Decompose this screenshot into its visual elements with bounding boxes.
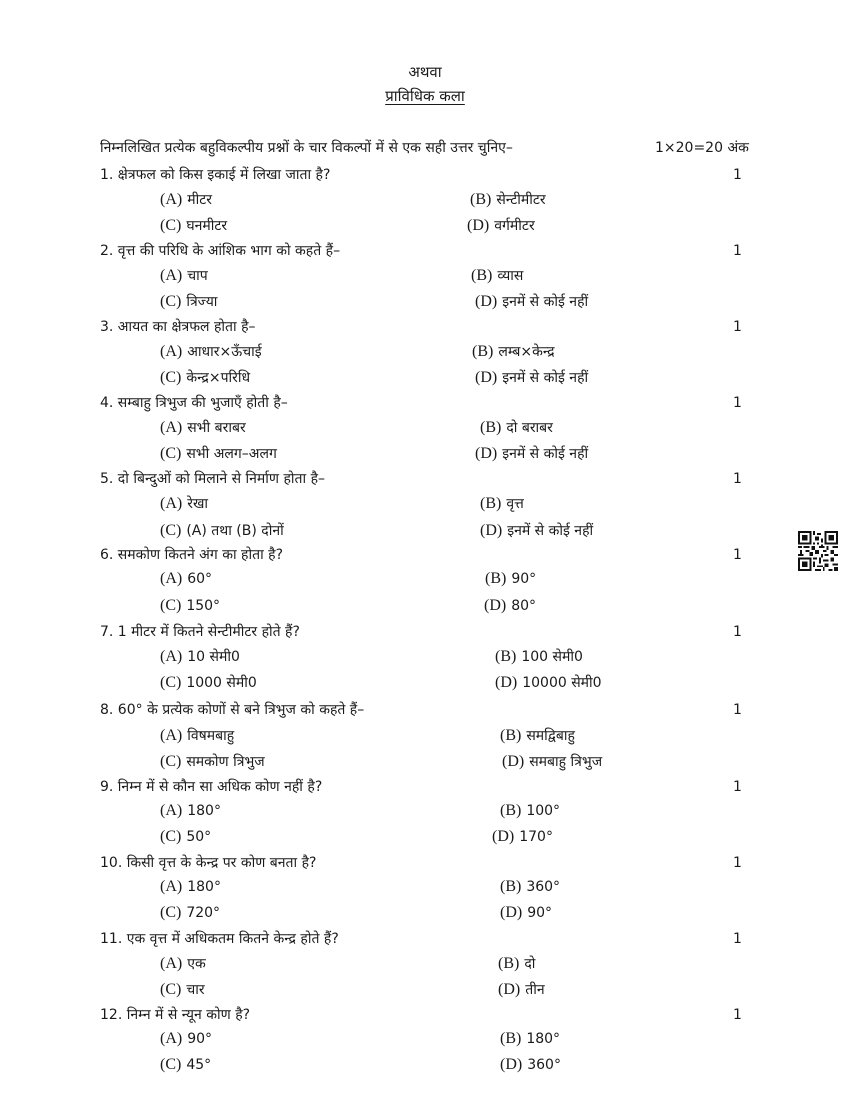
option-label: (A) [160,419,183,436]
question-text: 10. किसी वृत्त के केन्द्र पर कोण बनता है? [100,855,317,871]
question-text: 7. 1 मीटर में कितने सेन्टीमीटर होते हैं? [100,624,300,640]
option-c [160,1056,211,1074]
option-c [160,444,277,463]
option-label: (C) [160,1056,182,1073]
option-text: सभी अलग–अलग [186,446,277,462]
question-marks: 1 [733,243,742,259]
option-label: (A) [160,267,183,284]
option-c [160,980,205,999]
question-marks: 1 [733,319,742,335]
option-d [492,828,553,846]
option-text: दो [524,956,536,972]
option-label: (B) [500,1030,522,1047]
question-marks: 1 [733,1007,742,1023]
option-label: (C) [160,369,182,386]
option-text: वर्गमीटर [494,218,535,234]
option-label: (D) [480,522,503,539]
option-label: (A) [160,648,183,665]
option-a [160,647,240,666]
option-text: 100° [526,803,561,819]
option-label: (A) [160,727,183,744]
option-d [475,292,588,311]
option-c [160,216,227,235]
option-text: चाप [187,268,208,284]
option-text: 10 सेमी0 [187,649,240,665]
option-text: त्रिज्या [186,294,218,310]
question-marks: 1 [733,779,742,795]
option-b [498,954,535,973]
option-text: सभी बराबर [187,420,246,436]
option-label: (B) [472,343,494,360]
option-text: 170° [519,829,553,845]
option-text: समद्विबाहु [526,728,575,744]
question-marks: 1 [733,624,742,640]
option-d [500,904,552,922]
option-d [484,597,536,615]
option-text: 180° [187,879,221,895]
option-text: घनमीटर [186,218,228,234]
option-text: लम्ब×केन्द्र [498,344,555,360]
question-marks: 1 [733,547,742,563]
option-a [160,954,206,973]
option-label: (D) [467,217,490,234]
option-label: (B) [485,570,507,587]
option-a [160,494,208,513]
option-label: (D) [492,828,515,845]
option-label: (B) [470,191,492,208]
option-text: 80° [511,598,537,614]
option-c [160,752,265,771]
question-marks: 1 [733,471,742,487]
question-marks: 1 [733,395,742,411]
question-text: 9. निम्न में से कौन सा अधिक कोण नहीं है? [100,779,323,795]
question-marks: 1 [733,702,742,718]
option-c [160,368,250,387]
option-text: आधार×ऊँचाई [187,344,262,360]
option-text: तीन [525,982,545,998]
question-text: 3. आयत का क्षेत्रफल होता है– [100,319,256,335]
option-a [160,726,234,745]
option-text: रेखा [187,496,209,512]
question-text: 11. एक वृत्त में अधिकतम कितने केन्द्र होते हैं? [100,931,339,947]
option-label: (B) [471,267,493,284]
option-b [471,266,523,285]
option-text: इनमें से कोई नहीं [502,370,589,386]
option-label: (C) [160,522,182,539]
option-label: (C) [160,981,182,998]
option-label: (A) [160,191,183,208]
option-label: (A) [160,495,183,512]
option-text: वृत्त [506,496,524,512]
option-label: (D) [475,293,498,310]
option-a [160,1030,212,1048]
option-a [160,418,246,437]
option-label: (A) [160,802,183,819]
option-d [502,752,602,771]
option-d [480,521,593,540]
option-text: 180° [187,803,221,819]
subject-title [0,86,850,106]
option-text: (A) तथा (B) दोनों [186,523,284,539]
option-label: (B) [500,878,522,895]
option-text: इनमें से कोई नहीं [502,294,589,310]
option-d [467,216,535,235]
option-d [498,980,545,999]
option-text: एक [187,956,206,972]
option-label: (B) [498,955,520,972]
option-text: इनमें से कोई नहीं [507,523,594,539]
option-c [160,828,211,846]
option-text: 45° [186,1057,212,1073]
option-label: (B) [480,419,502,436]
option-label: (C) [160,445,182,462]
option-label: (D) [500,1056,523,1073]
question-text: 12. निम्न में से न्यून कोण है? [100,1007,251,1023]
question-text: 4. सम्बाहु त्रिभुज की भुजाएँ होती है– [100,395,288,411]
option-c [160,904,220,922]
option-text: केन्द्र×परिधि [186,370,251,386]
option-d [475,444,588,463]
option-label: (C) [160,217,182,234]
option-text: विषमबाहु [187,728,235,744]
option-b [472,342,555,361]
option-text: 100 सेमी0 [521,649,583,665]
option-a [160,342,262,361]
option-label: (A) [160,1030,183,1047]
option-label: (B) [495,648,517,665]
option-c [160,521,284,540]
option-b [500,802,560,820]
option-text: 60° [187,571,213,587]
question-marks: 1 [733,931,742,947]
option-label: (A) [160,955,183,972]
option-d [475,368,588,387]
option-text: 90° [527,905,553,921]
option-label: (D) [475,369,498,386]
question-text: 2. वृत्त की परिधि के आंशिक भाग को कहते हैं– [100,243,341,259]
option-a [160,802,221,820]
question-text: 1. क्षेत्रफल को किस इकाई में लिखा जाता है? [100,167,331,183]
option-label: (C) [160,904,182,921]
option-text: 90° [511,571,537,587]
option-label: (C) [160,753,182,770]
subject-title-text: प्राविधिक कला [385,87,465,105]
option-label: (A) [160,343,183,360]
header-or: अथवा [408,63,442,81]
question-marks: 1 [733,167,742,183]
option-d [495,673,602,692]
option-c [160,597,220,615]
qr-code-icon [798,531,838,571]
option-text: 720° [186,905,221,921]
option-b [500,726,575,745]
option-text: 150° [186,598,221,614]
option-label: (D) [498,981,521,998]
option-a [160,878,221,896]
option-label: (C) [160,597,182,614]
option-b [500,1030,560,1048]
option-text: 50° [186,829,212,845]
option-text: मीटर [187,192,212,208]
option-label: (A) [160,878,183,895]
question-text: 8. 60° के प्रत्येक कोणों से बने त्रिभुज को कहते हैं– [100,702,365,718]
question-marks: 1 [733,855,742,871]
option-text: इनमें से कोई नहीं [502,446,589,462]
option-text: दो बराबर [506,420,553,436]
option-label: (A) [160,570,183,587]
option-label: (B) [500,802,522,819]
option-a [160,570,212,588]
option-text: चार [186,982,205,998]
option-text: 180° [526,1031,561,1047]
question-text: 5. दो बिन्दुओं को मिलाने से निर्माण होता है– [100,471,326,487]
option-label: (B) [500,727,522,744]
option-text: 360° [527,1057,561,1073]
option-text: समकोण त्रिभुज [186,754,265,770]
option-label: (C) [160,828,182,845]
option-text: 10000 सेमी0 [522,675,602,691]
total-marks: 1×20=20 अंक [655,140,749,156]
option-label: (B) [480,495,502,512]
option-b [480,418,553,437]
option-b [470,190,546,209]
option-label: (D) [495,674,518,691]
option-d [500,1056,561,1074]
option-text: 360° [526,879,561,895]
option-b [495,647,583,666]
option-label: (C) [160,293,182,310]
option-text: 90° [187,1031,213,1047]
option-text: 1000 सेमी0 [186,675,257,691]
option-text: सेन्टीमीटर [496,192,546,208]
option-label: (D) [484,597,507,614]
option-b [500,878,560,896]
option-text: व्यास [497,268,524,284]
option-label: (D) [475,445,498,462]
option-a [160,190,212,209]
option-b [480,494,524,513]
option-label: (D) [500,904,523,921]
instruction-text: निम्नलिखित प्रत्येक बहुविकल्पीय प्रश्नों के चार विकल्पों में से एक सही उत्तर चुनिए– [100,140,513,156]
option-label: (C) [160,674,182,691]
option-c [160,292,217,311]
option-a [160,266,208,285]
option-label: (D) [502,753,525,770]
question-text: 6. समकोण कितने अंग का होता है? [100,547,284,563]
option-c [160,673,257,692]
option-b [485,570,536,588]
option-text: समबाहु त्रिभुज [529,754,603,770]
